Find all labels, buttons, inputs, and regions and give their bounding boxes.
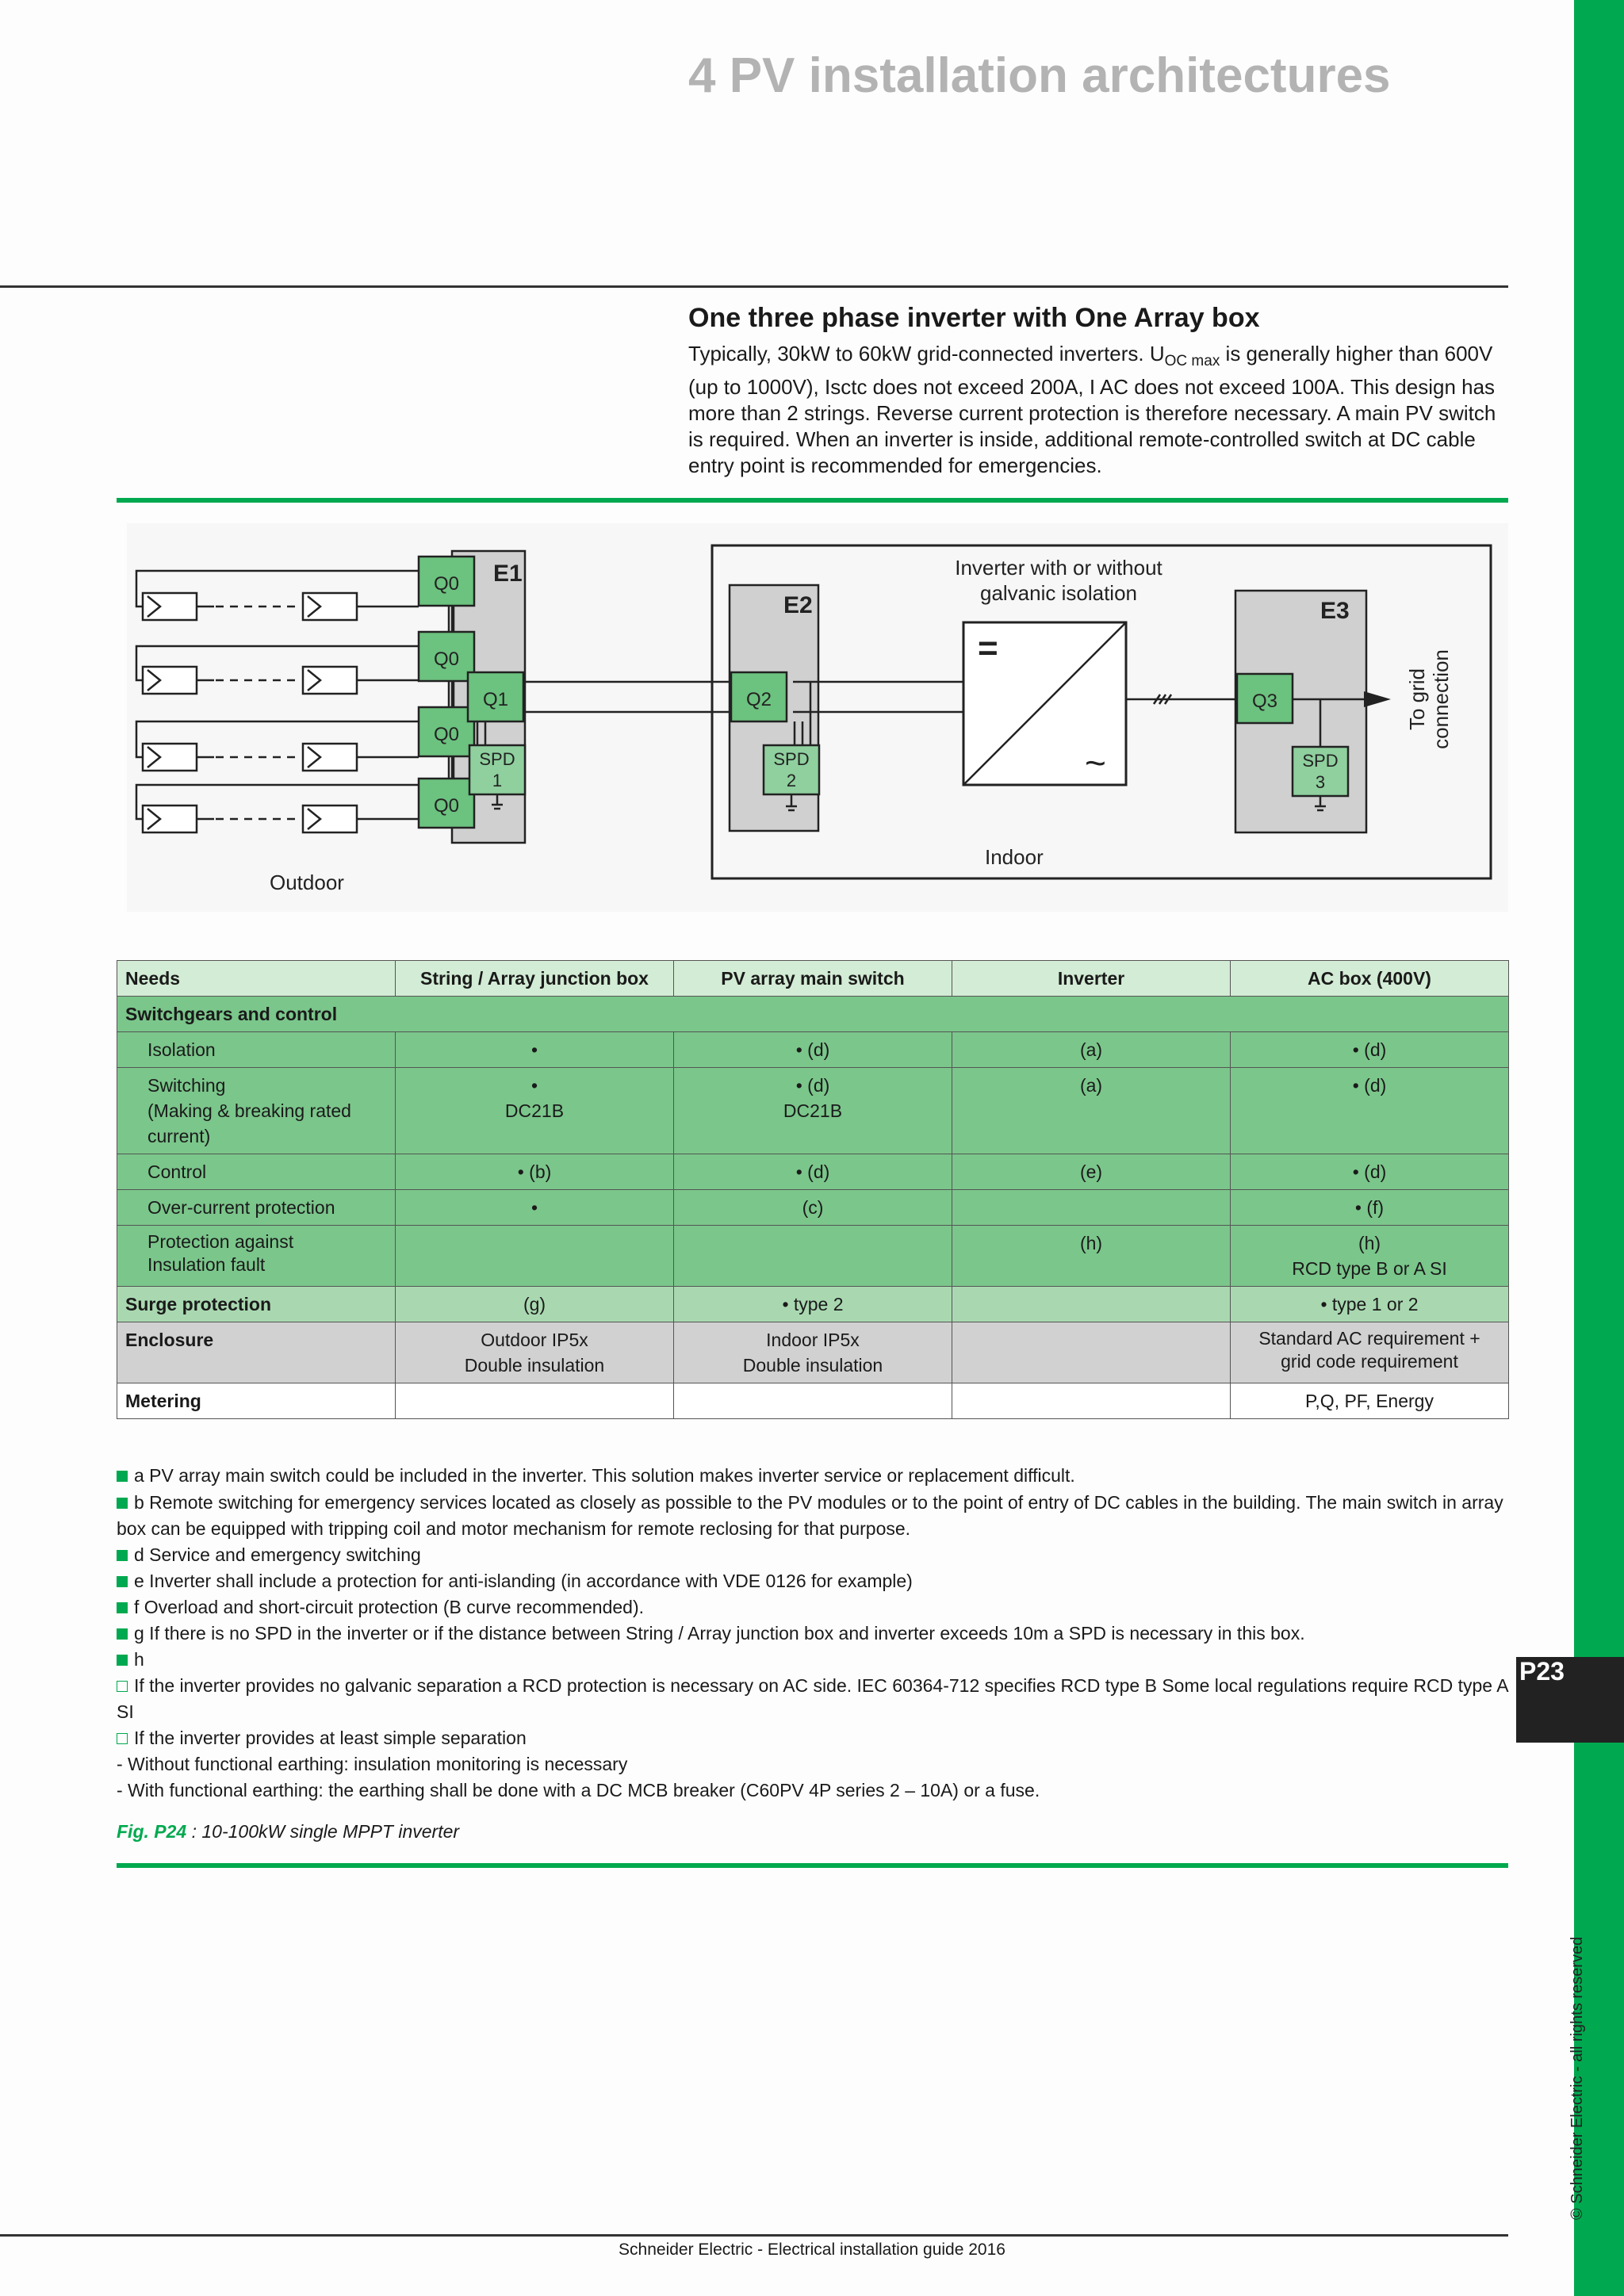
copyright-text: © Schneider Electric - all rights reserved: [1568, 1936, 1586, 2220]
header-main-switch: PV array main switch: [674, 961, 952, 997]
e1-label: E1: [493, 561, 523, 587]
table-cell: [1231, 1322, 1509, 1383]
cell-line: • (d): [795, 1075, 830, 1096]
intro-text-end: is generally higher than 600V (up to 1000V), Isctc does not exceed 200A, I AC does not exceed 100A. This design has more than 2 strings. Reverse current protection is therefore necessary. A main PV switch is required. When an inverter is inside, additional remote-controlled switch at DC cable entry point is recommended for emergencies.: [688, 342, 1496, 478]
bullet-square-icon: [117, 1576, 128, 1587]
table-cell: [1231, 1226, 1509, 1287]
spd1-label: SPD: [479, 749, 515, 769]
table-cell: [952, 1383, 1231, 1419]
spd3-label: SPD: [1302, 751, 1339, 771]
bullet-square-icon: [117, 1628, 128, 1640]
bullet-open-square-icon: [117, 1681, 128, 1692]
inverter-symbol: [963, 622, 1126, 785]
subnote-item: [117, 1673, 1508, 1725]
note-text: If the inverter provides at least simple separation: [134, 1728, 527, 1748]
table-cell: [674, 1322, 952, 1383]
table-row-control: [117, 1154, 1509, 1190]
note-item: [117, 1647, 1508, 1673]
note-item: [117, 1490, 1508, 1542]
indoor-label: Indoor: [985, 845, 1044, 869]
table-cell: • (d): [1231, 1154, 1509, 1190]
table-cell: • (d): [1231, 1032, 1509, 1068]
cell-line: RCD type B or A SI: [1292, 1258, 1447, 1279]
cell-line: Indoor IP5x: [766, 1330, 860, 1350]
row-label: Control: [117, 1154, 396, 1190]
note-text: g If there is no SPD in the inverter or if the distance between String / Array junction box and inverter exceeds 10m a SPD is necessary in this box.: [134, 1623, 1305, 1644]
table-cell: • type 1 or 2: [1231, 1287, 1509, 1322]
table-cell: [396, 1226, 674, 1287]
cell-line: Double insulation: [464, 1355, 605, 1376]
table-cell: • (b): [396, 1154, 674, 1190]
figure-caption-text: : 10-100kW single MPPT inverter: [186, 1821, 460, 1842]
row-label: Enclosure: [117, 1322, 396, 1383]
spd2-label: SPD: [773, 749, 810, 769]
spd1-box: [469, 745, 525, 794]
table-cell: [952, 1322, 1231, 1383]
table-cell: (a): [952, 1068, 1231, 1154]
chapter-title: 4 PV installation architectures: [688, 48, 1391, 103]
table-row-overcurrent: [117, 1190, 1509, 1226]
q1-label: Q1: [482, 689, 509, 710]
note-item: [117, 1542, 1508, 1568]
table-cell: [674, 1068, 952, 1154]
ac-symbol: ~: [1085, 742, 1106, 783]
note-text: If the inverter provides no galvanic separation a RCD protection is necessary on AC side. IEC 60364-712 specifies RCD type B Some local regulations require RCD type A SI: [117, 1675, 1508, 1722]
q0-switch-3: [419, 707, 474, 756]
category-switchgears: Switchgears and control: [117, 997, 1509, 1032]
inverter-label-line2: galvanic isolation: [979, 581, 1138, 605]
note-item: [117, 1594, 1508, 1621]
dash-note: - With functional earthing: the earthing shall be done with a DC MCB breaker (C60PV 4P series 2 – 10A) or a fuse.: [117, 1780, 1040, 1800]
intro-subscript: OC max: [1164, 353, 1220, 370]
header-ac-box: AC box (400V): [1231, 961, 1509, 997]
inverter-label-line1: Inverter with or without: [955, 556, 1162, 580]
dc-symbol: =: [978, 629, 998, 668]
table-row-category: [117, 997, 1509, 1032]
bullet-square-icon: [117, 1550, 128, 1561]
q0-label-4: Q0: [433, 795, 460, 817]
note-text: a PV array main switch could be included in the inverter. This solution makes inverter service or replacement difficult.: [134, 1465, 1075, 1486]
bullet-open-square-icon: [117, 1733, 128, 1744]
cell-line: Outdoor IP5x: [481, 1330, 588, 1350]
spd2-box: [764, 745, 819, 794]
note-text: f Overload and short-circuit protection (B curve recommended).: [134, 1597, 644, 1617]
cell-line: Double insulation: [742, 1355, 883, 1376]
bullet-square-icon: [117, 1602, 128, 1613]
outdoor-label: Outdoor: [270, 871, 344, 894]
bullet-square-icon: [117, 1498, 128, 1509]
footnotes: [117, 1463, 1508, 1804]
table-cell: • type 2: [674, 1287, 952, 1322]
table-cell: [674, 1383, 952, 1419]
row-label: Isolation: [117, 1032, 396, 1068]
table-cell: • (d): [674, 1032, 952, 1068]
table-row-insulation: [117, 1226, 1509, 1287]
cell-line: grid code requirement: [1281, 1351, 1458, 1372]
page-number-tab: [1516, 1657, 1624, 1743]
section-intro: [688, 341, 1513, 479]
table-cell: • (d): [1231, 1068, 1509, 1154]
green-rule-upper: [117, 498, 1508, 503]
q3-label: Q3: [1251, 691, 1278, 712]
row-label: Over-current protection: [117, 1190, 396, 1226]
note-item: [117, 1568, 1508, 1594]
grid-label-line2: connection: [1429, 649, 1453, 749]
table-cell: •: [396, 1032, 674, 1068]
spd2-number: 2: [786, 771, 797, 790]
insulation-label-1: Protection against: [147, 1231, 294, 1252]
table-row-switching: [117, 1068, 1509, 1154]
note-text: b Remote switching for emergency services located as closely as possible to the PV modules or to the point of entry of DC cables in the building. The main switch in array box can be equipped with tripping coil and motor mechanism for remote reclosing for that purpose.: [117, 1492, 1503, 1539]
figure-caption: [117, 1821, 459, 1843]
table-cell: (c): [674, 1190, 952, 1226]
subnote-item: [117, 1725, 1508, 1751]
top-rule: [0, 285, 1508, 288]
table-cell: (h): [952, 1226, 1231, 1287]
pv-architecture-diagram: [127, 523, 1508, 912]
header-junction-box: String / Array junction box: [396, 961, 674, 997]
table-cell: [396, 1068, 674, 1154]
cell-line: Standard AC requirement +: [1258, 1328, 1480, 1349]
table-header-row: [117, 961, 1509, 997]
table-cell: [952, 1190, 1231, 1226]
note-text: h: [134, 1649, 144, 1670]
cell-line: DC21B: [504, 1100, 565, 1121]
table-cell: • (d): [674, 1154, 952, 1190]
cell-line: DC21B: [783, 1100, 843, 1121]
dash-note: - Without functional earthing: insulation monitoring is necessary: [117, 1754, 628, 1774]
table-row-isolation: [117, 1032, 1509, 1068]
q2-label: Q2: [745, 689, 772, 710]
page-footer: Schneider Electric - Electrical installation guide 2016: [619, 2241, 1005, 2259]
table-row-surge: [117, 1287, 1509, 1322]
table-row-enclosure: [117, 1322, 1509, 1383]
header-inverter: Inverter: [952, 961, 1231, 997]
q0-switch-1: [419, 557, 474, 606]
bullet-square-icon: [117, 1471, 128, 1482]
intro-text-start: Typically, 30kW to 60kW grid-connected inverters. U: [688, 342, 1165, 365]
e3-label: E3: [1320, 598, 1350, 624]
e2-label: E2: [783, 592, 813, 618]
grid-label-line1: To grid: [1405, 668, 1429, 731]
note-text: e Inverter shall include a protection for anti-islanding (in accordance with VDE 0126 for example): [134, 1571, 913, 1591]
q0-label-3: Q0: [433, 724, 460, 745]
table-cell: •: [396, 1190, 674, 1226]
cell-line: •: [530, 1075, 538, 1096]
row-label: Surge protection: [117, 1287, 396, 1322]
table-cell: [952, 1287, 1231, 1322]
page-number: P23: [1519, 1657, 1565, 1686]
table-cell: (e): [952, 1154, 1231, 1190]
row-label: [117, 1068, 396, 1154]
switching-label-2: (Making & breaking rated current): [147, 1100, 351, 1146]
row-label: [117, 1226, 396, 1287]
q2-switch: [731, 672, 787, 721]
note-text: d Service and emergency switching: [134, 1544, 421, 1565]
table-cell: [396, 1383, 674, 1419]
table-cell: • (f): [1231, 1190, 1509, 1226]
q0-label-2: Q0: [433, 649, 460, 670]
table-cell: P,Q, PF, Energy: [1231, 1383, 1509, 1419]
note-item: [117, 1621, 1508, 1647]
needs-table: [117, 960, 1509, 1419]
q0-label-1: Q0: [433, 573, 460, 595]
section-title: One three phase inverter with One Array box: [688, 303, 1260, 333]
spd3-number: 3: [1315, 772, 1326, 792]
spd1-number: 1: [492, 771, 503, 790]
table-row-metering: [117, 1383, 1509, 1419]
bullet-square-icon: [117, 1655, 128, 1666]
header-needs: Needs: [117, 961, 396, 997]
figure-number: Fig. P24: [117, 1821, 187, 1842]
q0-switch-2: [419, 632, 474, 681]
spd3-box: [1293, 747, 1348, 796]
switching-label-1: Switching: [147, 1075, 226, 1096]
cell-line: (h): [1358, 1233, 1381, 1253]
table-cell: [674, 1226, 952, 1287]
q1-main-switch: [468, 672, 523, 721]
q3-switch: [1237, 674, 1293, 723]
table-cell: (a): [952, 1032, 1231, 1068]
green-rule-lower: [117, 1863, 1508, 1868]
bottom-rule: [0, 2234, 1508, 2237]
table-cell: [396, 1322, 674, 1383]
q0-switch-4: [419, 779, 474, 828]
table-cell: (g): [396, 1287, 674, 1322]
row-label: Metering: [117, 1383, 396, 1419]
note-item: [117, 1463, 1508, 1489]
insulation-label-2: Insulation fault: [147, 1254, 266, 1275]
